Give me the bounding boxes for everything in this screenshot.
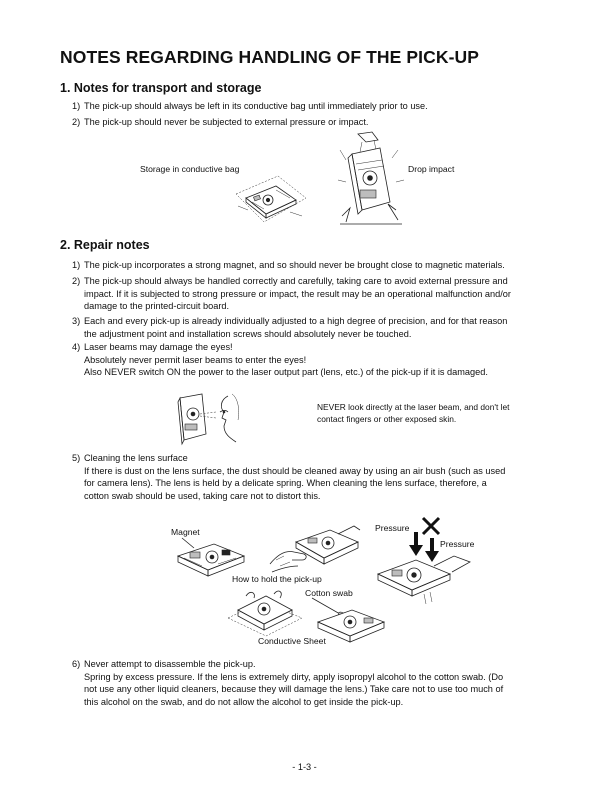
section-1-item-1 (72, 100, 550, 113)
item-line: The pick-up should always be handled correctly and carefully, taking care to avoid external pressure and (84, 276, 508, 286)
caption-line: contact fingers or other exposed skin. (317, 413, 457, 424)
item-line: cotton swab should be used, taking care not to distort this. (84, 490, 321, 501)
section-1-item-2 (72, 116, 550, 129)
conductive-sheet-pickup-illustration (226, 588, 306, 638)
magnet-pickup-illustration (172, 536, 250, 580)
item-line: Never attempt to disassemble the pick-up. (84, 659, 256, 669)
how-to-hold-label: How to hold the pick-up (232, 574, 322, 584)
magnet-label: Magnet (171, 527, 200, 537)
item-line: If there is dust on the lens surface, the dust should be cleaned away by using an air bush (such as used (84, 465, 506, 476)
item-line: this alcohol on the swab, and do not allow the alcohol to get inside the pick-up. (84, 696, 404, 707)
section-2-item-6 (72, 658, 550, 708)
item-number: 1) (72, 260, 81, 270)
page-title: NOTES REGARDING HANDLING OF THE PICK-UP (60, 47, 480, 67)
cotton-swab-pickup-illustration (310, 596, 390, 644)
drop-impact-label: Drop impact (408, 164, 455, 174)
item-number: 1) (72, 101, 81, 111)
storage-bag-label: Storage in conductive bag (140, 164, 240, 174)
item-line: Spring by excess pressure. If the lens is extremely dirty, apply isopropyl alcohol to the cotton swab. (Do (84, 671, 504, 682)
item-number: 2) (72, 117, 81, 127)
item-text: The pick-up should never be subjected to external pressure or impact. (84, 117, 369, 127)
laser-warning-caption (317, 402, 509, 425)
item-number: 2) (72, 276, 81, 286)
item-line: Cleaning the lens surface (84, 453, 188, 463)
conductive-sheet-label: Conductive Sheet (258, 636, 326, 646)
drop-impact-illustration (338, 130, 404, 226)
hand-holding-pickup-illustration (268, 520, 364, 576)
item-line: Absolutely never permit laser beams to enter the eyes! (84, 354, 307, 365)
page-number: - 1-3 - (292, 762, 317, 772)
item-line: damage to the printed-circuit board. (84, 301, 230, 312)
section-2-item-2 (72, 275, 550, 313)
item-line: Laser beams may damage the eyes! (84, 342, 233, 352)
laser-eye-illustration (176, 390, 246, 446)
section-2-item-3 (72, 315, 550, 340)
section-2-heading: 2. Repair notes (60, 238, 150, 252)
section-2-item-4 (72, 341, 550, 379)
cotton-swab-label: Cotton swab (305, 588, 353, 598)
pressure-label-2: Pressure (440, 539, 475, 549)
prohibited-x-icon (420, 515, 442, 537)
item-line: Each and every pick-up is already individually adjusted to a high degree of precision, and for that reason (84, 316, 508, 326)
pressure-label-1: Pressure (375, 523, 410, 533)
item-number: 4) (72, 342, 81, 352)
item-line: The pick-up incorporates a strong magnet, and so should never be brought close to magnetic materials. (84, 260, 505, 270)
item-line: Also NEVER switch ON the power to the laser output part (lens, etc.) of the pick-up if it is damaged. (84, 367, 488, 378)
item-line: the adjustment point and installation screws should absolutely never be touched. (84, 328, 412, 339)
conductive-bag-illustration (230, 172, 310, 228)
item-number: 6) (72, 659, 81, 669)
item-line: impact. If it is subjected to strong pressure or impact, the result may be an operational malfunction and/or (84, 288, 511, 299)
section-1-heading: 1. Notes for transport and storage (60, 81, 262, 95)
item-line: for camera lens). The lens is held by a delicate spring. When cleaning the lens surface, therefore, a (84, 478, 487, 489)
section-2-item-5 (72, 452, 550, 502)
item-number: 3) (72, 316, 81, 326)
item-text: The pick-up should always be left in its conductive bag until immediately prior to use. (84, 101, 428, 111)
section-2-item-1 (72, 259, 550, 272)
item-line: not use any other liquid cleaners, because they will damage the lens.) Take care not to use too much of (84, 684, 504, 695)
caption-line: NEVER look directly at the laser beam, and don't let (317, 402, 510, 412)
item-number: 5) (72, 453, 81, 463)
